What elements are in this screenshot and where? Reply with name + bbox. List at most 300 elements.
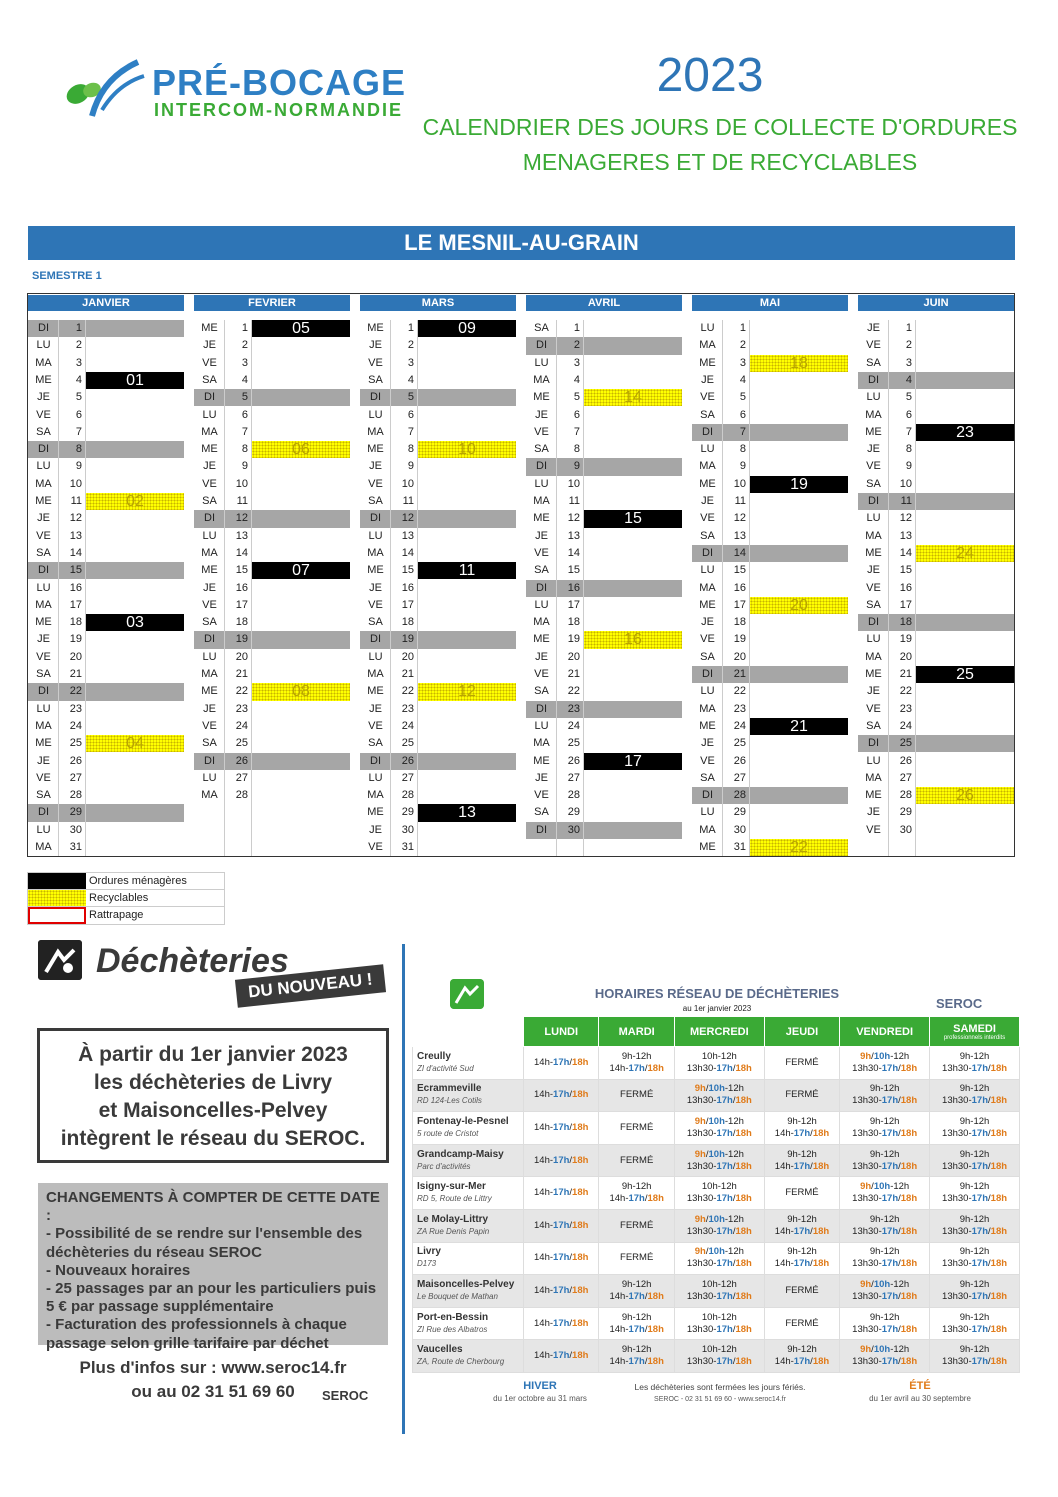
weekday-label: LU	[700, 322, 715, 334]
schedule-cell: 9h-12h 13h30-17h/18h	[930, 1340, 1020, 1373]
weekday-label: DI	[858, 614, 889, 631]
collection-cell	[418, 649, 516, 666]
day-row	[28, 822, 184, 839]
collection-cell	[916, 804, 1014, 821]
day-number: 26	[567, 754, 580, 767]
collection-cell	[252, 458, 350, 475]
collection-cell	[750, 562, 848, 579]
weekday-label: DI	[526, 337, 557, 354]
day-row	[360, 337, 516, 354]
collection-cell	[252, 493, 350, 510]
collection-cell	[418, 839, 516, 856]
weekday-label: LU	[368, 408, 383, 421]
collection-cell: 01	[86, 372, 184, 389]
collection-cell	[86, 770, 184, 787]
weekday-label: VE	[700, 754, 715, 767]
day-row	[858, 753, 1014, 770]
collection-cell	[584, 320, 682, 337]
weekday-label: SA	[700, 650, 715, 663]
day-row	[526, 839, 682, 856]
collection-cell: 09	[418, 320, 516, 337]
day-number: 6	[739, 408, 746, 421]
day-number: 2	[557, 337, 584, 354]
day-row	[194, 476, 350, 493]
day-number: 20	[733, 650, 746, 663]
weekday-label: MA	[699, 823, 716, 836]
day-number: 4	[739, 373, 746, 386]
schedule-cell: FERMÉ	[764, 1047, 839, 1080]
collection-cell	[86, 649, 184, 666]
collection-cell	[584, 424, 682, 441]
collection-cell	[418, 458, 516, 475]
collection-cell	[418, 476, 516, 493]
day-number: 8	[739, 443, 746, 456]
day-row	[858, 510, 1014, 527]
collection-cell	[252, 770, 350, 787]
day-number: 10	[899, 477, 912, 490]
collection-cell	[916, 701, 1014, 718]
day-number: 3	[573, 356, 580, 369]
day-number: 14	[401, 546, 414, 559]
day-row	[28, 337, 184, 354]
schedule-cell: 9h-12h 13h30-17h/18h	[930, 1209, 1020, 1242]
weekday-label: MA	[35, 719, 52, 732]
day-number: 15	[899, 564, 912, 577]
day-row	[692, 683, 848, 700]
day-number: 21	[401, 668, 414, 680]
collection-cell	[750, 424, 848, 441]
weekday-label: DI	[858, 372, 889, 389]
collection-cell	[86, 458, 184, 475]
day-number: 23	[69, 702, 82, 715]
weekday-label: ME	[35, 737, 52, 750]
day-number: 17	[401, 598, 414, 611]
collection-cell	[750, 614, 848, 631]
collection-cell	[584, 493, 682, 510]
weekday-label: JE	[203, 460, 216, 473]
collection-cell	[916, 407, 1014, 424]
day-number: 3	[75, 356, 82, 369]
day-header: MARDI	[599, 1017, 674, 1047]
day-row	[692, 320, 848, 337]
day-row	[194, 545, 350, 562]
site-row	[413, 1079, 1020, 1112]
weekday-label: LU	[700, 806, 715, 819]
weekday-label: JE	[701, 495, 714, 507]
day-number: 2	[905, 339, 912, 352]
weekday-label: ME	[699, 477, 716, 490]
day-row	[526, 666, 682, 683]
day-number: 23	[401, 702, 414, 715]
day-number: 21	[567, 668, 580, 680]
collection-cell	[252, 580, 350, 597]
weekday-label: MA	[699, 702, 716, 715]
day-number: 19	[899, 633, 912, 646]
weekday-label: VE	[866, 460, 881, 473]
schedule-cell: 9h/10h-12h 13h30-17h/18h	[674, 1209, 764, 1242]
collection-cell	[916, 562, 1014, 579]
day-row	[526, 735, 682, 752]
weekday-label: JE	[37, 391, 50, 404]
schedule-cell: 9h-12h 14h-17h/18h	[599, 1177, 674, 1210]
day-number: 31	[69, 841, 82, 853]
day-row	[526, 528, 682, 545]
weekday-label: VE	[534, 668, 549, 680]
collection-cell	[86, 476, 184, 493]
weekday-label: JE	[867, 443, 880, 456]
collection-cell	[86, 441, 184, 458]
schedule-cell: 14h-17h/18h	[524, 1275, 599, 1308]
day-number: 16	[235, 581, 248, 594]
day-row	[194, 666, 350, 683]
day-row	[194, 683, 350, 700]
weekday-label: ME	[865, 546, 882, 559]
day-row	[692, 753, 848, 770]
day-number: 9	[241, 460, 248, 473]
day-number: 12	[733, 512, 746, 525]
day-number: 7	[241, 425, 248, 438]
site-name: Le Molay-Littry ZA Rue Denis Papin	[413, 1209, 524, 1242]
weekday-label: SA	[700, 408, 715, 421]
day-row	[194, 441, 350, 458]
day-number: 27	[401, 771, 414, 784]
collection-cell	[86, 545, 184, 562]
day-row	[692, 666, 848, 683]
collection-cell	[916, 822, 1014, 839]
decheterie-logo-icon	[38, 940, 82, 980]
collection-cell	[86, 839, 184, 856]
schedule-cell: 10h-12h 13h30-17h/18h	[674, 1177, 764, 1210]
site-name: Creully ZI d'activité Sud	[413, 1047, 524, 1080]
collection-cell	[86, 407, 184, 424]
weekday-label: SA	[36, 546, 51, 559]
day-number: 15	[235, 564, 248, 577]
day-number: 11	[568, 495, 580, 507]
schedule-cell: 9h/10h-12h 13h30-17h/18h	[840, 1177, 930, 1210]
schedule-cell: 9h-12h 13h30-17h/18h	[840, 1209, 930, 1242]
weekday-label: JE	[701, 373, 714, 386]
weekday-label: VE	[534, 789, 549, 802]
weekday-label: MA	[865, 529, 882, 542]
day-row	[692, 458, 848, 475]
day-number: 19	[733, 633, 746, 646]
month-header: FEVRIER	[194, 295, 350, 311]
day-number: 22	[567, 685, 580, 698]
collection-cell	[584, 580, 682, 597]
collection-cell	[750, 822, 848, 839]
weekday-label: SA	[368, 737, 383, 750]
day-row	[194, 735, 350, 752]
weekday-label: VE	[368, 477, 383, 490]
day-row	[526, 580, 682, 597]
day-number: 31	[401, 841, 414, 853]
seroc-logo: SEROC	[322, 1388, 369, 1403]
day-row	[28, 804, 184, 821]
day-number: 11	[236, 495, 248, 507]
collection-cell	[584, 476, 682, 493]
horaires-table	[412, 1016, 1020, 1373]
weekday-label: JE	[203, 581, 216, 594]
collection-cell	[750, 753, 848, 770]
day-number: 18	[69, 616, 82, 629]
schedule-cell: 9h-12h 13h30-17h/18h	[930, 1275, 1020, 1308]
weekday-label: ME	[367, 685, 384, 698]
weekday-label: DI	[692, 545, 723, 562]
collection-cell	[750, 735, 848, 752]
horaires-title: HORAIRES RÉSEAU DE DÉCHÈTERIES	[594, 986, 840, 1001]
collection-cell	[252, 666, 350, 683]
day-number: 27	[567, 771, 580, 784]
month-header: AVRIL	[526, 295, 682, 311]
day-number: 6	[241, 408, 248, 421]
day-number: 22	[899, 685, 912, 698]
collection-cell	[750, 320, 848, 337]
day-row	[858, 666, 1014, 683]
day-row	[692, 839, 848, 856]
hiver-label: HIVER	[523, 1380, 557, 1392]
day-row	[360, 649, 516, 666]
day-number: 12	[899, 512, 912, 525]
schedule-cell: 14h-17h/18h	[524, 1144, 599, 1177]
schedule-cell: 14h-17h/18h	[524, 1079, 599, 1112]
day-row	[692, 770, 848, 787]
collection-cell	[916, 441, 1014, 458]
day-row	[526, 649, 682, 666]
month-header: JANVIER	[28, 295, 184, 311]
collection-cell	[750, 337, 848, 354]
weekday-label: SA	[202, 495, 217, 507]
collection-cell: 10	[418, 441, 516, 458]
day-number: 8	[905, 443, 912, 456]
day-number: 3	[407, 356, 414, 369]
day-number: 31	[733, 841, 746, 853]
weekday-label: LU	[36, 581, 51, 594]
collection-cell: 25	[916, 666, 1014, 683]
day-row	[28, 545, 184, 562]
day-number: 20	[401, 650, 414, 663]
day-row	[194, 562, 350, 579]
grid-line	[85, 320, 86, 856]
schedule-cell: 9h-12h 13h30-17h/18h	[840, 1079, 930, 1112]
collection-cell	[916, 649, 1014, 666]
day-number: 23	[899, 702, 912, 715]
day-row	[360, 320, 516, 337]
day-row	[194, 822, 350, 839]
day-row	[858, 389, 1014, 406]
day-number: 14	[69, 546, 82, 559]
collection-cell	[86, 597, 184, 614]
weekday-label: SA	[700, 529, 715, 542]
day-row	[692, 631, 848, 648]
weekday-label: DI	[692, 424, 723, 441]
weekday-label: DI	[858, 735, 889, 752]
weekday-label: VE	[700, 391, 715, 404]
site-row	[413, 1275, 1020, 1308]
day-number: 1	[573, 322, 580, 334]
weekday-label: DI	[28, 683, 59, 700]
day-row	[360, 631, 516, 648]
day-row	[858, 528, 1014, 545]
collection-cell: 04	[86, 735, 184, 752]
weekday-label: SA	[202, 616, 217, 629]
day-number: 18	[567, 616, 580, 629]
day-row	[360, 822, 516, 839]
collection-cell	[86, 701, 184, 718]
schedule-cell: 9h/10h-12h 13h30-17h/18h	[674, 1079, 764, 1112]
weekday-label: DI	[526, 701, 557, 718]
day-row	[692, 822, 848, 839]
schedule-cell: 9h-12h 13h30-17h/18h	[930, 1307, 1020, 1340]
day-row	[858, 701, 1014, 718]
collection-cell	[418, 580, 516, 597]
weekday-label: SA	[36, 789, 51, 802]
weekday-label: JE	[867, 806, 880, 819]
schedule-cell: 9h/10h-12h 13h30-17h/18h	[840, 1340, 930, 1373]
weekday-label: ME	[367, 806, 384, 819]
day-number: 12	[567, 512, 580, 525]
weekday-label: SA	[866, 356, 881, 369]
day-number: 7	[905, 425, 912, 438]
day-number: 15	[567, 564, 580, 577]
day-row	[526, 753, 682, 770]
collection-cell	[418, 407, 516, 424]
weekday-label: ME	[865, 668, 882, 680]
collection-cell	[584, 614, 682, 631]
day-row	[360, 753, 516, 770]
grid-line	[722, 320, 723, 856]
day-row	[526, 770, 682, 787]
day-number: 15	[401, 564, 414, 577]
weekday-label: ME	[699, 356, 716, 369]
day-number: 1	[905, 322, 912, 334]
day-row	[194, 389, 350, 406]
year: 2023	[656, 49, 764, 102]
collection-cell	[418, 718, 516, 735]
collection-cell	[584, 804, 682, 821]
ete-label: ÉTÉ	[909, 1380, 931, 1392]
day-number: 27	[235, 771, 248, 784]
day-row	[526, 493, 682, 510]
day-number: 6	[905, 408, 912, 421]
weekday-label: LU	[534, 356, 549, 369]
collection-cell	[916, 580, 1014, 597]
day-number: 21	[69, 668, 82, 680]
day-number: 25	[69, 737, 82, 750]
day-number: 8	[407, 443, 414, 456]
day-row	[692, 355, 848, 372]
day-row	[858, 597, 1014, 614]
weekday-label: LU	[866, 754, 881, 767]
day-row	[858, 441, 1014, 458]
site-name: Fontenay-le-Pesnel 5 route de Cristot	[413, 1112, 524, 1145]
weekday-label: VE	[202, 356, 217, 369]
collection-cell	[418, 372, 516, 389]
calendar-grid	[27, 293, 1015, 857]
day-number: 1	[407, 322, 414, 334]
day-number: 6	[75, 408, 82, 421]
collection-cell	[86, 804, 184, 821]
day-row	[360, 597, 516, 614]
day-row	[28, 320, 184, 337]
day-number: 21	[899, 668, 912, 680]
day-number: 14	[723, 545, 750, 562]
day-number: 4	[75, 373, 82, 386]
day-row	[692, 389, 848, 406]
day-number: 24	[733, 719, 746, 732]
day-row	[692, 510, 848, 527]
collection-cell	[418, 424, 516, 441]
weekday-label: MA	[201, 546, 218, 559]
weekday-label: SA	[700, 771, 715, 784]
weekday-label: JE	[701, 616, 714, 629]
day-number: 17	[733, 598, 746, 611]
weekday-label: MA	[699, 339, 716, 352]
day-number: 25	[889, 735, 916, 752]
weekday-label: MA	[865, 408, 882, 421]
weekday-label: MA	[201, 668, 218, 680]
day-row	[692, 701, 848, 718]
day-row	[28, 718, 184, 735]
day-number: 29	[899, 806, 912, 819]
weekday-label: DI	[360, 389, 391, 406]
day-row	[194, 337, 350, 354]
day-number: 30	[401, 823, 414, 836]
day-row	[526, 701, 682, 718]
info-website[interactable]: Plus d'infos sur : www.seroc14.fr	[79, 1358, 347, 1377]
day-row	[28, 839, 184, 856]
weekday-label: LU	[700, 685, 715, 698]
day-number: 19	[567, 633, 580, 646]
day-row	[858, 476, 1014, 493]
collection-cell	[418, 597, 516, 614]
day-row	[526, 562, 682, 579]
collection-cell	[418, 355, 516, 372]
collection-cell: 18	[750, 355, 848, 372]
weekday-label: MA	[201, 425, 218, 438]
day-row	[194, 839, 350, 856]
site-name: Grandcamp-Maisy Parc d'activités	[413, 1144, 524, 1177]
day-row	[360, 701, 516, 718]
collection-cell	[584, 718, 682, 735]
schedule-cell: 9h/10h-12h 13h30-17h/18h	[674, 1112, 764, 1145]
day-row	[360, 839, 516, 856]
leaf-logo-icon	[62, 58, 148, 120]
collection-cell	[584, 822, 682, 839]
collection-cell	[86, 787, 184, 804]
day-number: 24	[567, 719, 580, 732]
schedule-cell: 9h/10h-12h 13h30-17h/18h	[840, 1047, 930, 1080]
day-number: 6	[407, 408, 414, 421]
schedule-cell: 9h-12h 14h-17h/18h	[599, 1047, 674, 1080]
day-number: 14	[235, 546, 248, 559]
collection-cell	[252, 649, 350, 666]
collection-cell: 14	[584, 389, 682, 406]
weekday-label: VE	[866, 702, 881, 715]
collection-cell	[252, 355, 350, 372]
day-number: 11	[402, 495, 414, 507]
day-row	[526, 510, 682, 527]
info-phone[interactable]: ou au 02 31 51 69 60	[131, 1382, 295, 1401]
day-number: 13	[401, 529, 414, 542]
day-number: 21	[235, 668, 248, 680]
day-row	[526, 458, 682, 475]
weekday-label: VE	[202, 477, 217, 490]
collection-cell	[750, 770, 848, 787]
weekday-label: ME	[533, 754, 550, 767]
day-header: JEUDI	[764, 1017, 839, 1047]
site-row	[413, 1307, 1020, 1340]
day-number: 13	[899, 529, 912, 542]
